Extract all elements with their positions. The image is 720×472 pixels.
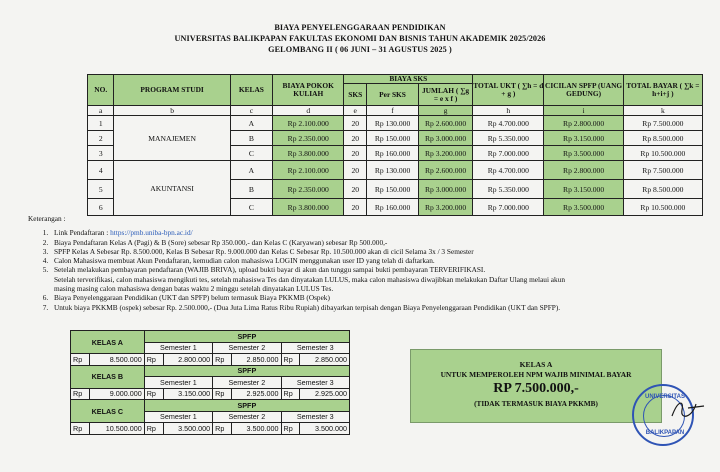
class-total: 10.500.000: [89, 423, 144, 435]
header-biaya-pokok: BIAYA POKOK KULIAH: [273, 75, 344, 106]
row-per-sks: Rp 130.000: [367, 161, 419, 180]
semester-header: Semester 1: [144, 342, 212, 354]
notes-section: [28, 214, 718, 312]
row-kelas: A: [230, 161, 272, 180]
box-amount: RP 7.500.000,-: [493, 381, 579, 396]
spfp-header: SPFP: [144, 331, 349, 343]
currency: Rp: [144, 423, 163, 435]
doc-title-line3: GELOMBANG II ( 06 JUNI – 31 AGUSTUS 2025 ): [268, 45, 452, 54]
semester-header: Semester 1: [144, 377, 212, 389]
row-jumlah: Rp 3.000.000: [419, 180, 473, 199]
signature-mark: [670, 396, 706, 422]
semester-header: Semester 2: [213, 377, 281, 389]
row-ukt: Rp 5.350.000: [473, 131, 544, 146]
row-pokok: Rp 2.100.000: [273, 161, 344, 180]
header-kelas: KELAS: [230, 75, 272, 106]
row-bayar: Rp 7.500.000: [623, 116, 702, 131]
row-bayar: Rp 7.500.000: [623, 161, 702, 180]
semester-value: 3.500.000: [232, 423, 281, 435]
doc-title-line2: UNIVERSITAS BALIKPAPAN FAKULTAS EKONOMI DAN BISNIS TAHUN AKADEMIK 2025/2026: [174, 34, 546, 43]
box-subtitle: UNTUK MEMPEROLEH NPM WAJIB MINIMAL BAYAR: [440, 370, 632, 379]
row-no: 4: [88, 161, 114, 180]
row-kelas: C: [230, 146, 272, 161]
note-item: [50, 228, 718, 237]
semester-value: 2.850.000: [232, 354, 281, 366]
row-per-sks: Rp 150.000: [367, 180, 419, 199]
header-no: NO.: [88, 75, 114, 106]
header-jumlah: JUMLAH ( ∑g = e x f ): [419, 84, 473, 106]
table-row: [88, 161, 703, 180]
fee-table: [87, 74, 703, 216]
box-class-label: KELAS A: [519, 360, 553, 369]
row-jumlah: Rp 2.600.000: [419, 116, 473, 131]
header-program: PROGRAM STUDI: [114, 75, 230, 106]
row-sks: 20: [344, 199, 367, 216]
note-item: 7. Untuk biaya PKKMB (ospek) sebesar Rp. 2.500.000,- (Dua Juta Lima Ratus Ribu Rupiah) dibayarkan terpisah dengan Biaya Penyelenggaraan Pendidikan (UKT dan SPFP).: [50, 303, 718, 312]
semester-value: 2.925.000: [232, 388, 281, 400]
notes-heading: Keterangan :: [28, 214, 66, 223]
row-kelas: C: [230, 199, 272, 216]
row-pokok: Rp 2.100.000: [273, 116, 344, 131]
note-item: 3. SPFP Kelas A Sebesar Rp. 8.500.000, Kelas B Sebesar Rp. 9.000.000 dan Kelas C Sebesar Rp. 10.500.000 akan di cicil Selama 3x / 3 Semester: [50, 247, 718, 256]
currency: Rp: [281, 388, 300, 400]
semester-header: Semester 3: [281, 411, 349, 423]
program-name: AKUNTANSI: [114, 161, 230, 216]
note-5b: Setelah terverifikasi, calon mahasiswa mengikuti tes, setelah mahasiswa Tes dan dinyatakan LULUS, maka calon mahasiswa diwajibkan melakukan Daftar Ulang melaui akun: [54, 274, 565, 284]
row-per-sks: Rp 150.000: [367, 131, 419, 146]
table-row: [71, 388, 350, 400]
semester-value: 3.500.000: [300, 423, 350, 435]
header-total-bayar: TOTAL BAYAR ( ∑k = h+i+j ): [623, 75, 702, 106]
code-cell: d: [273, 106, 344, 116]
notes-list: [28, 228, 718, 312]
row-spfp: Rp 3.150.000: [544, 180, 623, 199]
code-cell: a: [88, 106, 114, 116]
row-no: 3: [88, 146, 114, 161]
semester-header: Semester 3: [281, 377, 349, 389]
table-row: [71, 354, 350, 366]
semester-header: Semester 2: [213, 411, 281, 423]
row-jumlah: Rp 2.600.000: [419, 161, 473, 180]
class-label: KELAS C: [71, 400, 145, 423]
row-per-sks: Rp 160.000: [367, 146, 419, 161]
spfp-installment-table: [70, 330, 350, 435]
row-per-sks: Rp 160.000: [367, 199, 419, 216]
row-bayar: Rp 10.500.000: [623, 199, 702, 216]
row-sks: 20: [344, 131, 367, 146]
header-cicilan-spfp: CICILAN SPFP (UANG GEDUNG): [544, 75, 623, 106]
box-note: (TIDAK TERMASUK BIAYA PKKMB): [474, 400, 598, 408]
currency: Rp: [281, 423, 300, 435]
row-pokok: Rp 3.800.000: [273, 146, 344, 161]
row-ukt: Rp 4.700.000: [473, 116, 544, 131]
row-sks: 20: [344, 161, 367, 180]
spfp-header: SPFP: [144, 365, 349, 377]
note-link-label: Link Pendaftaran :: [54, 228, 111, 238]
table-row: [71, 423, 350, 435]
spfp-header: SPFP: [144, 400, 349, 412]
currency: Rp: [144, 388, 163, 400]
code-cell: e: [344, 106, 367, 116]
row-no: 1: [88, 116, 114, 131]
semester-value: 2.850.000: [300, 354, 350, 366]
class-label: KELAS B: [71, 365, 145, 388]
row-sks: 20: [344, 116, 367, 131]
semester-value: 3.500.000: [163, 423, 212, 435]
row-bayar: Rp 8.500.000: [623, 131, 702, 146]
currency: Rp: [71, 354, 90, 366]
row-spfp: Rp 3.150.000: [544, 131, 623, 146]
code-cell: i: [544, 106, 623, 116]
row-jumlah: Rp 3.200.000: [419, 146, 473, 161]
row-kelas: A: [230, 116, 272, 131]
note-item: 4. Calon Mahasiswa membuat Akun Pendaftaran, kemudian calon mahasiswa LOGIN menggunakan user ID yang telah di daftarkan.: [50, 256, 718, 265]
row-spfp: Rp 3.500.000: [544, 199, 623, 216]
code-cell: h: [473, 106, 544, 116]
semester-header: Semester 3: [281, 342, 349, 354]
stamp-top-text: UNIVERSITAS: [645, 394, 685, 400]
note-5c: masing masing calon mahasiswa dengan batas waktu 2 minggu setelah dinyatakan LULUS Tes.: [54, 284, 334, 294]
row-bayar: Rp 8.500.000: [623, 180, 702, 199]
semester-value: 2.800.000: [163, 354, 212, 366]
row-kelas: B: [230, 180, 272, 199]
currency: Rp: [144, 354, 163, 366]
currency: Rp: [213, 354, 232, 366]
doc-title-line1: BIAYA PENYELENGGARAAN PENDIDIKAN: [274, 23, 446, 32]
row-ukt: Rp 7.000.000: [473, 199, 544, 216]
row-kelas: B: [230, 131, 272, 146]
row-no: 5: [88, 180, 114, 199]
currency: Rp: [71, 423, 90, 435]
row-spfp: Rp 2.800.000: [544, 116, 623, 131]
code-cell: k: [623, 106, 702, 116]
row-jumlah: Rp 3.200.000: [419, 199, 473, 216]
semester-value: 3.150.000: [163, 388, 212, 400]
row-spfp: Rp 2.800.000: [544, 161, 623, 180]
note-item: 2. Biaya Pendaftaran Kelas A (Pagi) & B (Sore) sebesar Rp 350.000,- dan Kelas C (Karyawan) sebesar Rp 500.000,-: [50, 238, 718, 247]
row-jumlah: Rp 3.000.000: [419, 131, 473, 146]
registration-link[interactable]: https://pmb.uniba-bpn.ac.id/: [110, 228, 193, 238]
row-ukt: Rp 5.350.000: [473, 180, 544, 199]
currency: Rp: [71, 388, 90, 400]
minimum-payment-box: [410, 349, 662, 423]
row-sks: 20: [344, 146, 367, 161]
header-per-sks: Per SKS: [367, 84, 419, 106]
code-cell: b: [114, 106, 230, 116]
row-bayar: Rp 10.500.000: [623, 146, 702, 161]
row-no: 2: [88, 131, 114, 146]
row-spfp: Rp 3.500.000: [544, 146, 623, 161]
class-label: KELAS A: [71, 331, 145, 354]
semester-value: 2.925.000: [300, 388, 350, 400]
row-sks: 20: [344, 180, 367, 199]
semester-header: Semester 2: [213, 342, 281, 354]
note-item: 6. Biaya Penyelenggaraan Pendidikan (UKT dan SPFP) belum termasuk Biaya PKKMB (Ospek): [50, 293, 718, 302]
row-pokok: Rp 2.350.000: [273, 131, 344, 146]
class-total: 9.000.000: [89, 388, 144, 400]
semester-header: Semester 1: [144, 411, 212, 423]
note-item: [50, 265, 718, 293]
row-no: 6: [88, 199, 114, 216]
header-sks-count: SKS: [344, 84, 367, 106]
note-5a: 5. Setelah melakukan pembayaran pendaftaran (WAJIB BRIVA), upload bukti bayar di akun dan tunggu sampai bukti pembayaran TERVERIFIKASI.: [54, 265, 486, 275]
currency: Rp: [213, 423, 232, 435]
row-per-sks: Rp 130.000: [367, 116, 419, 131]
class-total: 8.500.000: [89, 354, 144, 366]
header-total-ukt: TOTAL UKT ( ∑h = d + g ): [473, 75, 544, 106]
row-ukt: Rp 4.700.000: [473, 161, 544, 180]
code-cell: c: [230, 106, 272, 116]
program-name: MANAJEMEN: [114, 116, 230, 161]
code-cell: f: [367, 106, 419, 116]
row-pokok: Rp 3.800.000: [273, 199, 344, 216]
row-ukt: Rp 7.000.000: [473, 146, 544, 161]
stamp-bottom-text: BALIKPAPAN: [645, 430, 685, 436]
table-row: [88, 116, 703, 131]
code-cell: g: [419, 106, 473, 116]
row-pokok: Rp 2.350.000: [273, 180, 344, 199]
currency: Rp: [213, 388, 232, 400]
currency: Rp: [281, 354, 300, 366]
header-biaya-sks: BIAYA SKS: [344, 75, 473, 84]
